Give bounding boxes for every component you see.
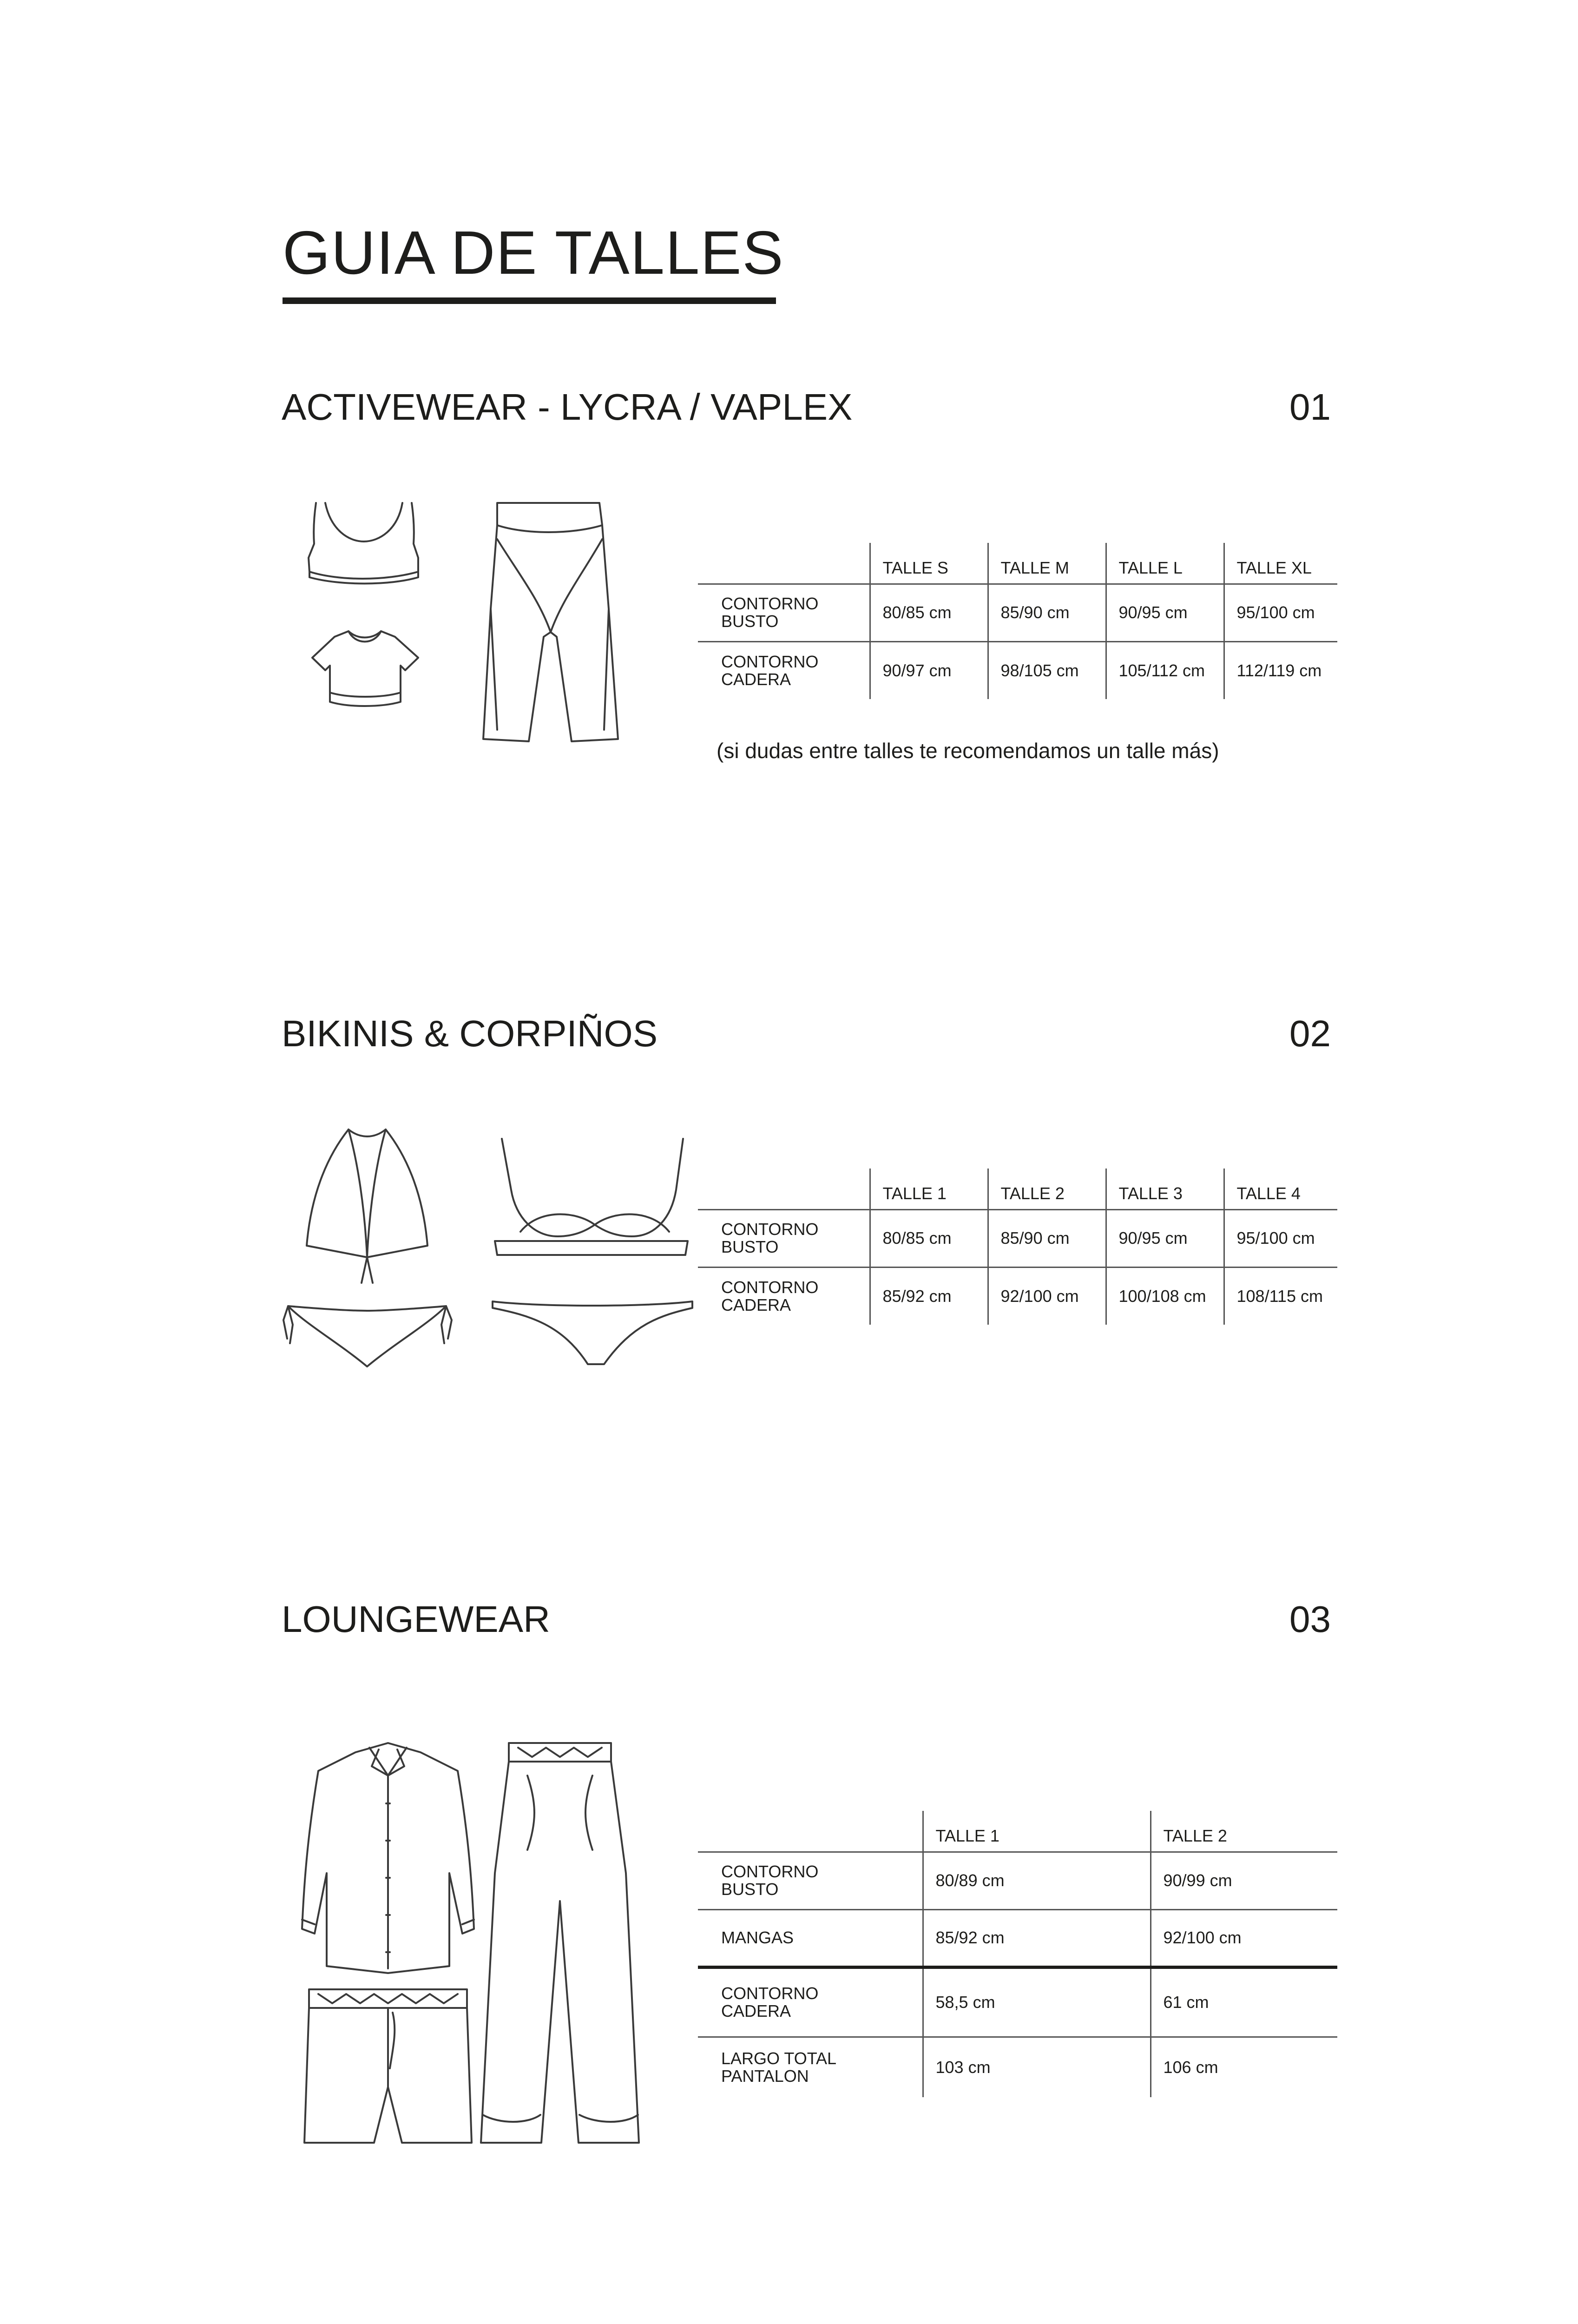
- halter-bikini-top-icon: [307, 1129, 427, 1283]
- size-note: (si dudas entre talles te recomendamos un talle más): [717, 739, 1219, 763]
- table-cell: 92/100 cm: [1151, 1909, 1337, 1967]
- size-header: TALLE M: [988, 543, 1106, 584]
- table-cell: 105/112 cm: [1106, 641, 1224, 699]
- section-title-activewear: ACTIVEWEAR - LYCRA / VAPLEX: [282, 386, 853, 428]
- bikini-sketches: [279, 1125, 651, 1376]
- table-row: [698, 641, 1337, 699]
- biker-shorts-icon: [483, 503, 618, 741]
- lounge-pants-icon: [481, 1743, 639, 2143]
- tie-side-bikini-bottom-icon: [283, 1306, 452, 1367]
- row-label: CONTORNO CADERA: [698, 1967, 923, 2037]
- table-cell: 85/90 cm: [988, 1209, 1106, 1267]
- table-cell: 98/105 cm: [988, 641, 1106, 699]
- size-header: TALLE 1: [923, 1811, 1151, 1852]
- row-label: CONTORNO BUSTO: [698, 1209, 870, 1267]
- table-cell: 92/100 cm: [988, 1267, 1106, 1325]
- table-row: [698, 1267, 1337, 1325]
- activewear-sketches: [279, 497, 660, 758]
- table-cell: 106 cm: [1151, 2037, 1337, 2097]
- underwire-bikini-top-icon: [495, 1139, 688, 1255]
- size-header: TALLE 3: [1106, 1169, 1224, 1209]
- table-cell: 85/92 cm: [923, 1909, 1151, 1967]
- row-label: MANGAS: [698, 1909, 923, 1967]
- table-cell: 85/90 cm: [988, 584, 1106, 641]
- button-shirt-icon: [302, 1743, 474, 1973]
- row-label: CONTORNO CADERA: [721, 652, 819, 689]
- table-row: [698, 584, 1337, 641]
- section-title-bikinis: BIKINIS & CORPIÑOS: [282, 1013, 658, 1054]
- table-cell: 100/108 cm: [1106, 1267, 1224, 1325]
- section-title-loungewear: LOUNGEWEAR: [282, 1598, 550, 1640]
- crop-tee-icon: [312, 631, 418, 706]
- section-number: 02: [1289, 1013, 1331, 1054]
- page-title: GUIA DE TALLES: [283, 218, 784, 287]
- size-header: TALLE 1: [870, 1169, 988, 1209]
- table-cell: 95/100 cm: [1224, 584, 1337, 641]
- table-cell: 108/115 cm: [1224, 1267, 1337, 1325]
- table-row: [698, 1967, 1337, 2037]
- table-cell: 90/99 cm: [1151, 1852, 1337, 1909]
- table-cell: 112/119 cm: [1224, 641, 1337, 699]
- row-label: CONTORNO BUSTO: [698, 1852, 923, 1909]
- table-row: [698, 1909, 1337, 1967]
- table-cell: 80/85 cm: [870, 1209, 988, 1267]
- lounge-shorts-icon: [304, 1989, 472, 2143]
- table-row: [698, 1209, 1337, 1267]
- table-cell: 90/97 cm: [870, 641, 988, 699]
- table-cell: 85/92 cm: [870, 1267, 988, 1325]
- table-cell: 58,5 cm: [923, 1967, 1151, 2037]
- table-cell: 103 cm: [923, 2037, 1151, 2097]
- table-cell: 90/95 cm: [1106, 584, 1224, 641]
- loungewear-sketches: [276, 1734, 667, 2143]
- size-header: TALLE S: [870, 543, 988, 584]
- title-underline: [283, 297, 776, 304]
- table-row: [698, 2037, 1337, 2097]
- size-header: TALLE L: [1106, 543, 1224, 584]
- size-table-loungewear: [698, 1811, 1337, 2097]
- row-label: CONTORNO CADERA: [721, 1277, 819, 1314]
- size-header: TALLE 4: [1224, 1169, 1337, 1209]
- size-header: TALLE 2: [988, 1169, 1106, 1209]
- size-header: TALLE XL: [1224, 543, 1337, 584]
- table-cell: 80/85 cm: [870, 584, 988, 641]
- thong-bottom-icon: [493, 1301, 692, 1364]
- table-cell: 90/95 cm: [1106, 1209, 1224, 1267]
- section-number: 03: [1289, 1598, 1331, 1640]
- table-cell: 61 cm: [1151, 1967, 1337, 2037]
- table-cell: 95/100 cm: [1224, 1209, 1337, 1267]
- size-table-activewear: [698, 543, 1337, 699]
- row-label: CONTORNO BUSTO: [698, 584, 870, 641]
- row-label: LARGO TOTAL PANTALON: [721, 2048, 837, 2086]
- size-header: TALLE 2: [1151, 1811, 1337, 1852]
- size-table-bikinis: [698, 1169, 1337, 1325]
- sports-bra-icon: [309, 503, 418, 584]
- table-cell: 80/89 cm: [923, 1852, 1151, 1909]
- section-number: 01: [1289, 386, 1331, 428]
- table-row: [698, 1852, 1337, 1909]
